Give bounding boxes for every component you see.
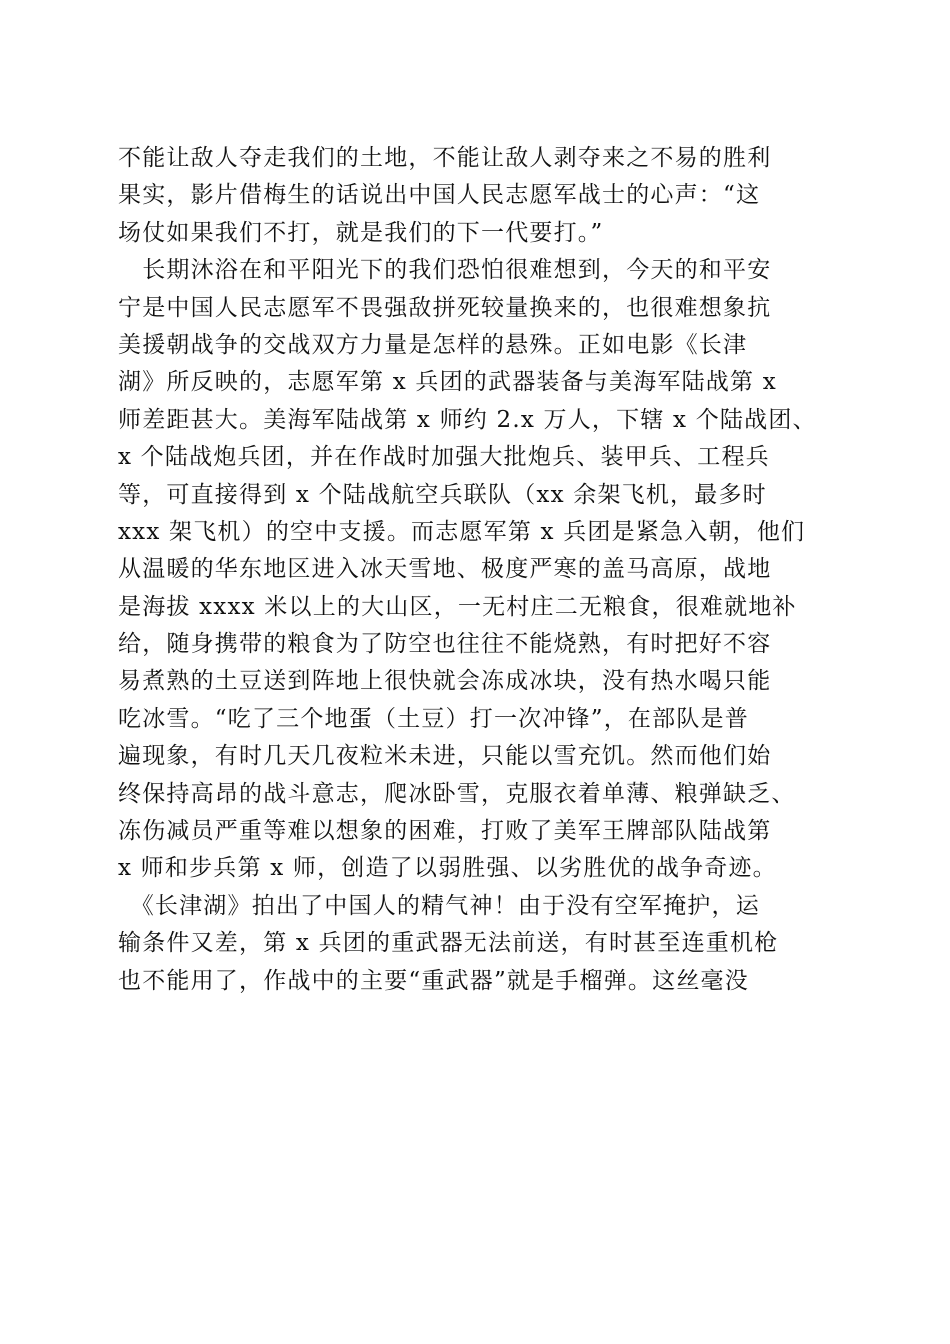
text-line-3: 场仗如果我们不打，就是我们的下一代要打。” [118, 219, 604, 246]
text-line-4: 长期沐浴在和平阳光下的我们恐怕很难想到，今天的和平安 [118, 257, 772, 284]
text-line-5: 宁是中国人民志愿军不畏强敌拼死较量换来的，也很难想象抗 [118, 294, 772, 321]
body-text [118, 140, 838, 1000]
text-line-15: 易煮熟的土豆送到阵地上很快就会冻成冰块，没有热水喝只能 [118, 668, 772, 695]
text-line-2: 果实，影片借梅生的话说出中国人民志愿军战士的心声：“这 [118, 182, 761, 209]
text-line-10: 等，可直接得到 x 个陆战航空兵联队（xx 余架飞机，最多时 [118, 481, 767, 508]
text-line-6: 美援朝战争的交战双方力量是怎样的悬殊。正如电影《长津 [118, 331, 748, 358]
text-line-11: xxx 架飞机）的空中支援。而志愿军第 x 兵团是紧急入朝，他们 [118, 518, 806, 545]
text-line-1: 不能让敌人夺走我们的土地，不能让敌人剥夺来之不易的胜利 [118, 145, 772, 171]
text-line-13: 是海拔 xxxx 米以上的大山区，一无村庄二无粮食，很难就地补 [118, 593, 797, 620]
text-line-22: 输条件又差，第 x 兵团的重武器无法前送，有时甚至连重机枪 [118, 930, 779, 957]
text-line-21: 《长津湖》拍出了中国人的精气神！由于没有空军掩护，运 [118, 892, 760, 919]
text-line-19: 冻伤减员严重等难以想象的困难，打败了美军王牌部队陆战第 [118, 818, 772, 845]
text-line-14: 给，随身携带的粮食为了防空也往往不能烧熟，有时把好不容 [118, 631, 772, 658]
text-line-8: 师差距甚大。美海军陆战第 x 师约 2.x 万人，下辖 x 个陆战团、 [118, 406, 817, 433]
text-line-9: x 个陆战炮兵团，并在作战时加强大批炮兵、装甲兵、工程兵 [118, 444, 770, 471]
text-line-23: 也不能用了，作战中的主要“重武器”就是手榴弹。这丝毫没 [118, 967, 749, 994]
text-line-17: 遍现象，有时几天几夜粒米未进，只能以雪充饥。然而他们始 [118, 743, 772, 770]
text-line-7: 湖》所反映的，志愿军第 x 兵团的武器装备与美海军陆战第 x [118, 369, 777, 396]
text-line-18: 终保持高昂的战斗意志，爬冰卧雪，克服衣着单薄、粮弹缺乏、 [118, 780, 796, 807]
text-line-12: 从温暖的华东地区进入冰天雪地、极度严寒的盖马高原，战地 [118, 556, 772, 583]
text-line-16: 吃冰雪。“吃了三个地蛋（土豆）打一次冲锋”，在部队是普 [118, 705, 749, 732]
text-line-20: x 师和步兵第 x 师，创造了以弱胜强、以劣胜优的战争奇迹。 [118, 855, 777, 882]
